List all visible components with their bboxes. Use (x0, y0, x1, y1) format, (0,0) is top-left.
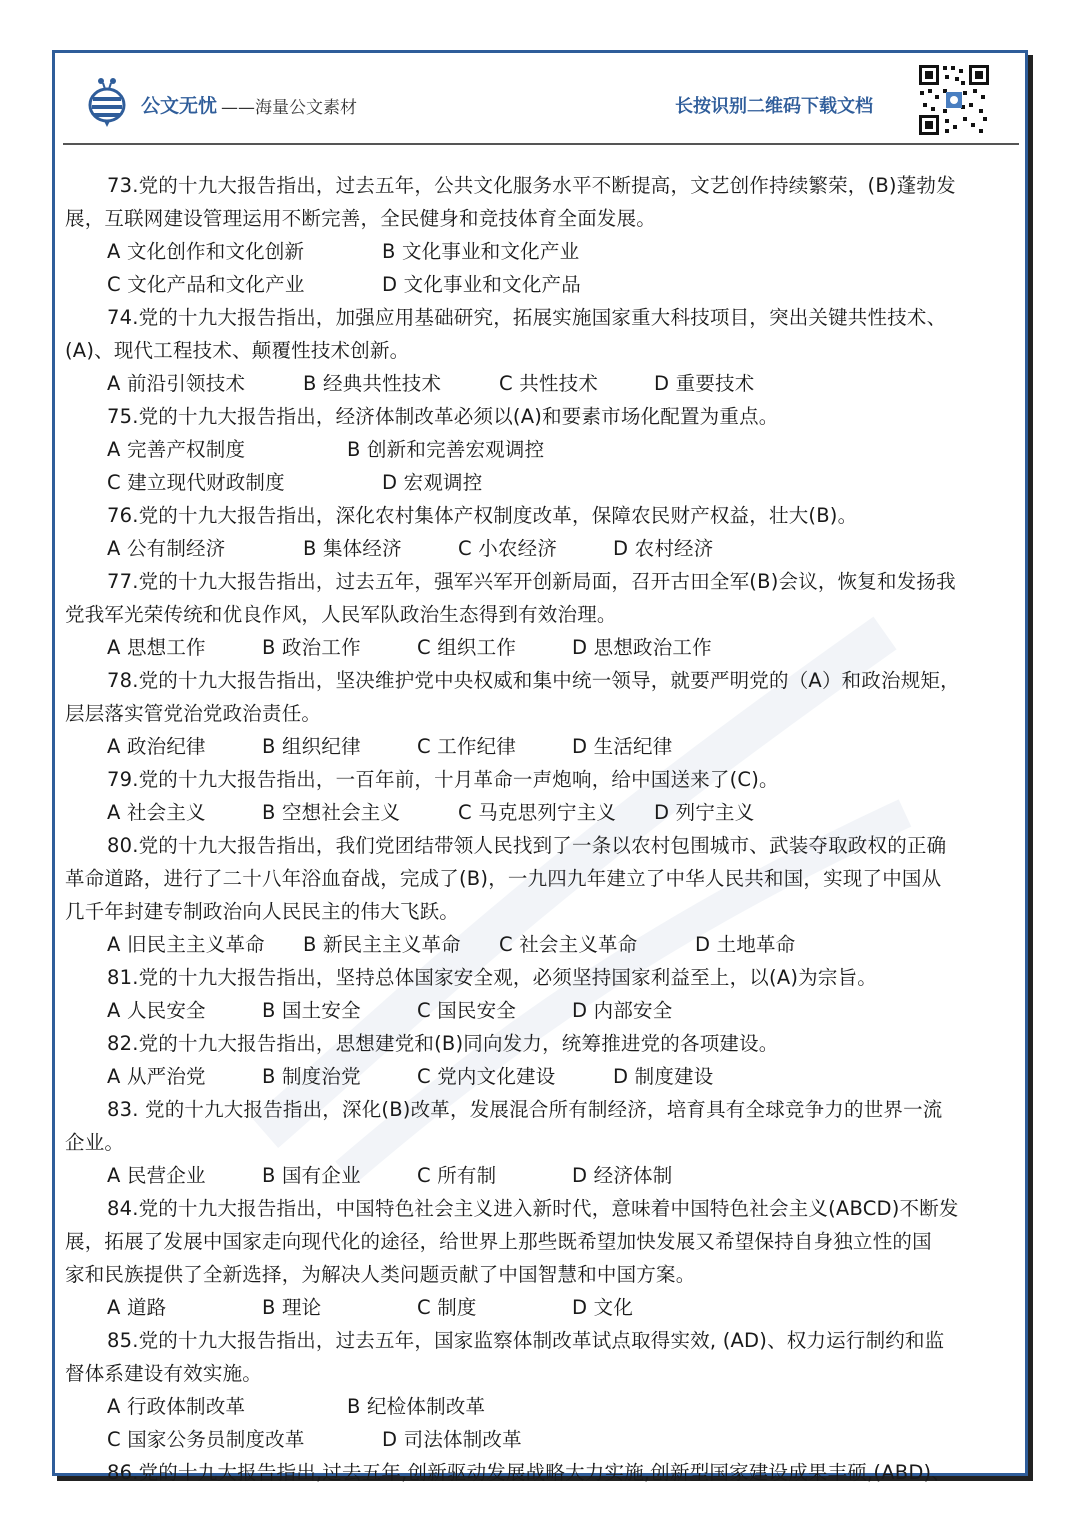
option-item: A 社会主义 (107, 801, 206, 824)
option-item: B 国有企业 (262, 1164, 361, 1187)
option-item: B 文化事业和文化产业 (382, 240, 580, 263)
question-continuation: 几千年封建专制政治向人民民主的伟大飞跃。 (65, 900, 460, 923)
question-continuation: 家和民族提供了全新选择，为解决人类问题贡献了中国智慧和中国方案。 (65, 1263, 696, 1286)
option-item: C 共性技术 (499, 372, 599, 395)
question-list (65, 169, 1025, 1489)
question-continuation: 督体系建设有效实施。 (65, 1362, 263, 1385)
option-item: B 纪检体制改革 (347, 1395, 486, 1418)
option-item: C 马克思列宁主义 (458, 801, 617, 824)
option-item: C 文化产品和文化产业 (107, 273, 305, 296)
question-text: 86.党的十九大报告指出,过去五年,创新驱动发展战略大力实施,创新型国家建设成果丰硕,(ABD)、 (107, 1461, 952, 1484)
option-item: A 公有制经济 (107, 537, 226, 560)
option-item: A 行政体制改革 (107, 1395, 246, 1418)
question-continuation: 党我军光荣传统和优良作风，人民军队政治生态得到有效治理。 (65, 603, 617, 626)
option-item: C 国家公务员制度改革 (107, 1428, 305, 1451)
option-item: D 司法体制改革 (382, 1428, 522, 1451)
option-item: B 新民主主义革命 (303, 933, 461, 956)
page-frame (52, 50, 1028, 1484)
option-item: B 政治工作 (262, 636, 361, 659)
option-row (65, 1291, 1025, 1324)
question-text: 74.党的十九大报告指出，加强应用基础研究，拓展实施国家重大科技项目，突出关键共性技术、 (107, 306, 947, 329)
option-item: C 所有制 (417, 1164, 497, 1187)
option-item: D 文化 (572, 1296, 634, 1319)
option-item: D 生活纪律 (572, 735, 673, 758)
option-row (65, 367, 1025, 400)
option-item: D 经济体制 (572, 1164, 673, 1187)
option-item: B 制度治党 (262, 1065, 361, 1088)
question-text: 79.党的十九大报告指出，一百年前，十月革命一声炮响，给中国送来了(C)。 (107, 768, 779, 791)
option-item: A 从严治党 (107, 1065, 206, 1088)
option-row (65, 268, 1025, 301)
question-text: 85.党的十九大报告指出，过去五年，国家监察体制改革试点取得实效, (AD)、权力运行制约和监 (107, 1329, 945, 1352)
question-text: 76.党的十九大报告指出，深化农村集体产权制度改革，保障农民财产权益，壮大(B)。 (107, 504, 858, 527)
option-item: C 工作纪律 (417, 735, 517, 758)
option-item: B 集体经济 (303, 537, 402, 560)
option-item: D 内部安全 (572, 999, 673, 1022)
option-item: A 民营企业 (107, 1164, 206, 1187)
option-item: A 文化创作和文化创新 (107, 240, 305, 263)
question-text: 78.党的十九大报告指出，坚决维护党中央权威和集中统一领导，就要严明党的（A）和政治规矩， (107, 669, 960, 692)
option-item: A 人民安全 (107, 999, 206, 1022)
option-row (65, 1060, 1025, 1093)
option-item: D 制度建设 (613, 1065, 714, 1088)
option-row (65, 1390, 1025, 1423)
option-row (65, 433, 1025, 466)
option-item: A 旧民主主义革命 (107, 933, 265, 956)
option-item: A 道路 (107, 1296, 167, 1319)
question-text: 77.党的十九大报告指出，过去五年，强军兴军开创新局面，召开古田全军(B)会议，恢复和发扬我 (107, 570, 956, 593)
option-row (65, 1159, 1025, 1192)
option-item: C 建立现代财政制度 (107, 471, 285, 494)
option-item: C 国民安全 (417, 999, 517, 1022)
page-header (55, 53, 1025, 145)
question-continuation: 企业。 (65, 1131, 125, 1154)
option-row (65, 730, 1025, 763)
option-row (65, 1423, 1025, 1456)
option-item: D 重要技术 (654, 372, 755, 395)
question-continuation: 展，拓展了发展中国家走向现代化的途径，给世界上那些既希望加快发展又希望保持自身独立性的国 (65, 1230, 932, 1253)
question-text: 80.党的十九大报告指出，我们党团结带领人民找到了一条以农村包围城市、武装夺取政权的正确 (107, 834, 947, 857)
qr-hint-text: 长按识别二维码下载文档 (675, 96, 873, 117)
qr-code-icon[interactable] (917, 63, 991, 137)
option-row (65, 928, 1025, 961)
option-row (65, 796, 1025, 829)
option-item: D 土地革命 (695, 933, 796, 956)
option-item: A 前沿引领技术 (107, 372, 246, 395)
option-item: B 组织纪律 (262, 735, 361, 758)
brand-tagline: ——海量公文素材 (221, 98, 357, 118)
option-item: D 农村经济 (613, 537, 714, 560)
question-continuation: 层层落实管党治党政治责任。 (65, 702, 322, 725)
header-divider (63, 143, 1019, 145)
option-row (65, 466, 1025, 499)
brand-name: 公文无忧 (141, 95, 218, 117)
option-item: C 制度 (417, 1296, 477, 1319)
option-item: B 经典共性技术 (303, 372, 442, 395)
question-continuation: 革命道路，进行了二十八年浴血奋战，完成了(B)，一九四九年建立了中华人民共和国，实现了中国从 (65, 867, 942, 890)
question-text: 81.党的十九大报告指出，坚持总体国家安全观，必须坚持国家利益至上，以(A)为宗旨。 (107, 966, 877, 989)
option-item: C 社会主义革命 (499, 933, 638, 956)
option-item: C 小农经济 (458, 537, 558, 560)
option-item: B 空想社会主义 (262, 801, 401, 824)
option-row (65, 994, 1025, 1027)
option-row (65, 532, 1025, 565)
option-item: D 文化事业和文化产品 (382, 273, 581, 296)
question-text: 75.党的十九大报告指出，经济体制改革必须以(A)和要素市场化配置为重点。 (107, 405, 779, 428)
option-item: A 政治纪律 (107, 735, 206, 758)
option-item: B 创新和完善宏观调控 (347, 438, 545, 461)
option-row (65, 235, 1025, 268)
option-item: C 党内文化建设 (417, 1065, 556, 1088)
option-item: A 思想工作 (107, 636, 206, 659)
question-text: 84.党的十九大报告指出，中国特色社会主义进入新时代，意味着中国特色社会主义(ABCD)不断发 (107, 1197, 959, 1220)
question-text: 73.党的十九大报告指出，过去五年，公共文化服务水平不断提高，文艺创作持续繁荣，(B)蓬勃发 (107, 174, 956, 197)
question-continuation: 展，互联网建设管理运用不断完善，全民健身和竞技体育全面发展。 (65, 207, 657, 230)
question-continuation: (A)、现代工程技术、颠覆性技术创新。 (65, 339, 410, 362)
question-text: 82.党的十九大报告指出，思想建党和(B)同向发力，统筹推进党的各项建设。 (107, 1032, 779, 1055)
option-item: C 组织工作 (417, 636, 517, 659)
option-item: B 理论 (262, 1296, 322, 1319)
option-item: D 列宁主义 (654, 801, 755, 824)
option-row (65, 631, 1025, 664)
option-item: D 思想政治工作 (572, 636, 712, 659)
question-text: 83. 党的十九大报告指出，深化(B)改革，发展混合所有制经济，培育具有全球竞争力的世界一流 (107, 1098, 943, 1121)
option-item: D 宏观调控 (382, 471, 483, 494)
option-item: B 国土安全 (262, 999, 361, 1022)
bee-logo-icon (87, 75, 127, 127)
option-item: A 完善产权制度 (107, 438, 246, 461)
